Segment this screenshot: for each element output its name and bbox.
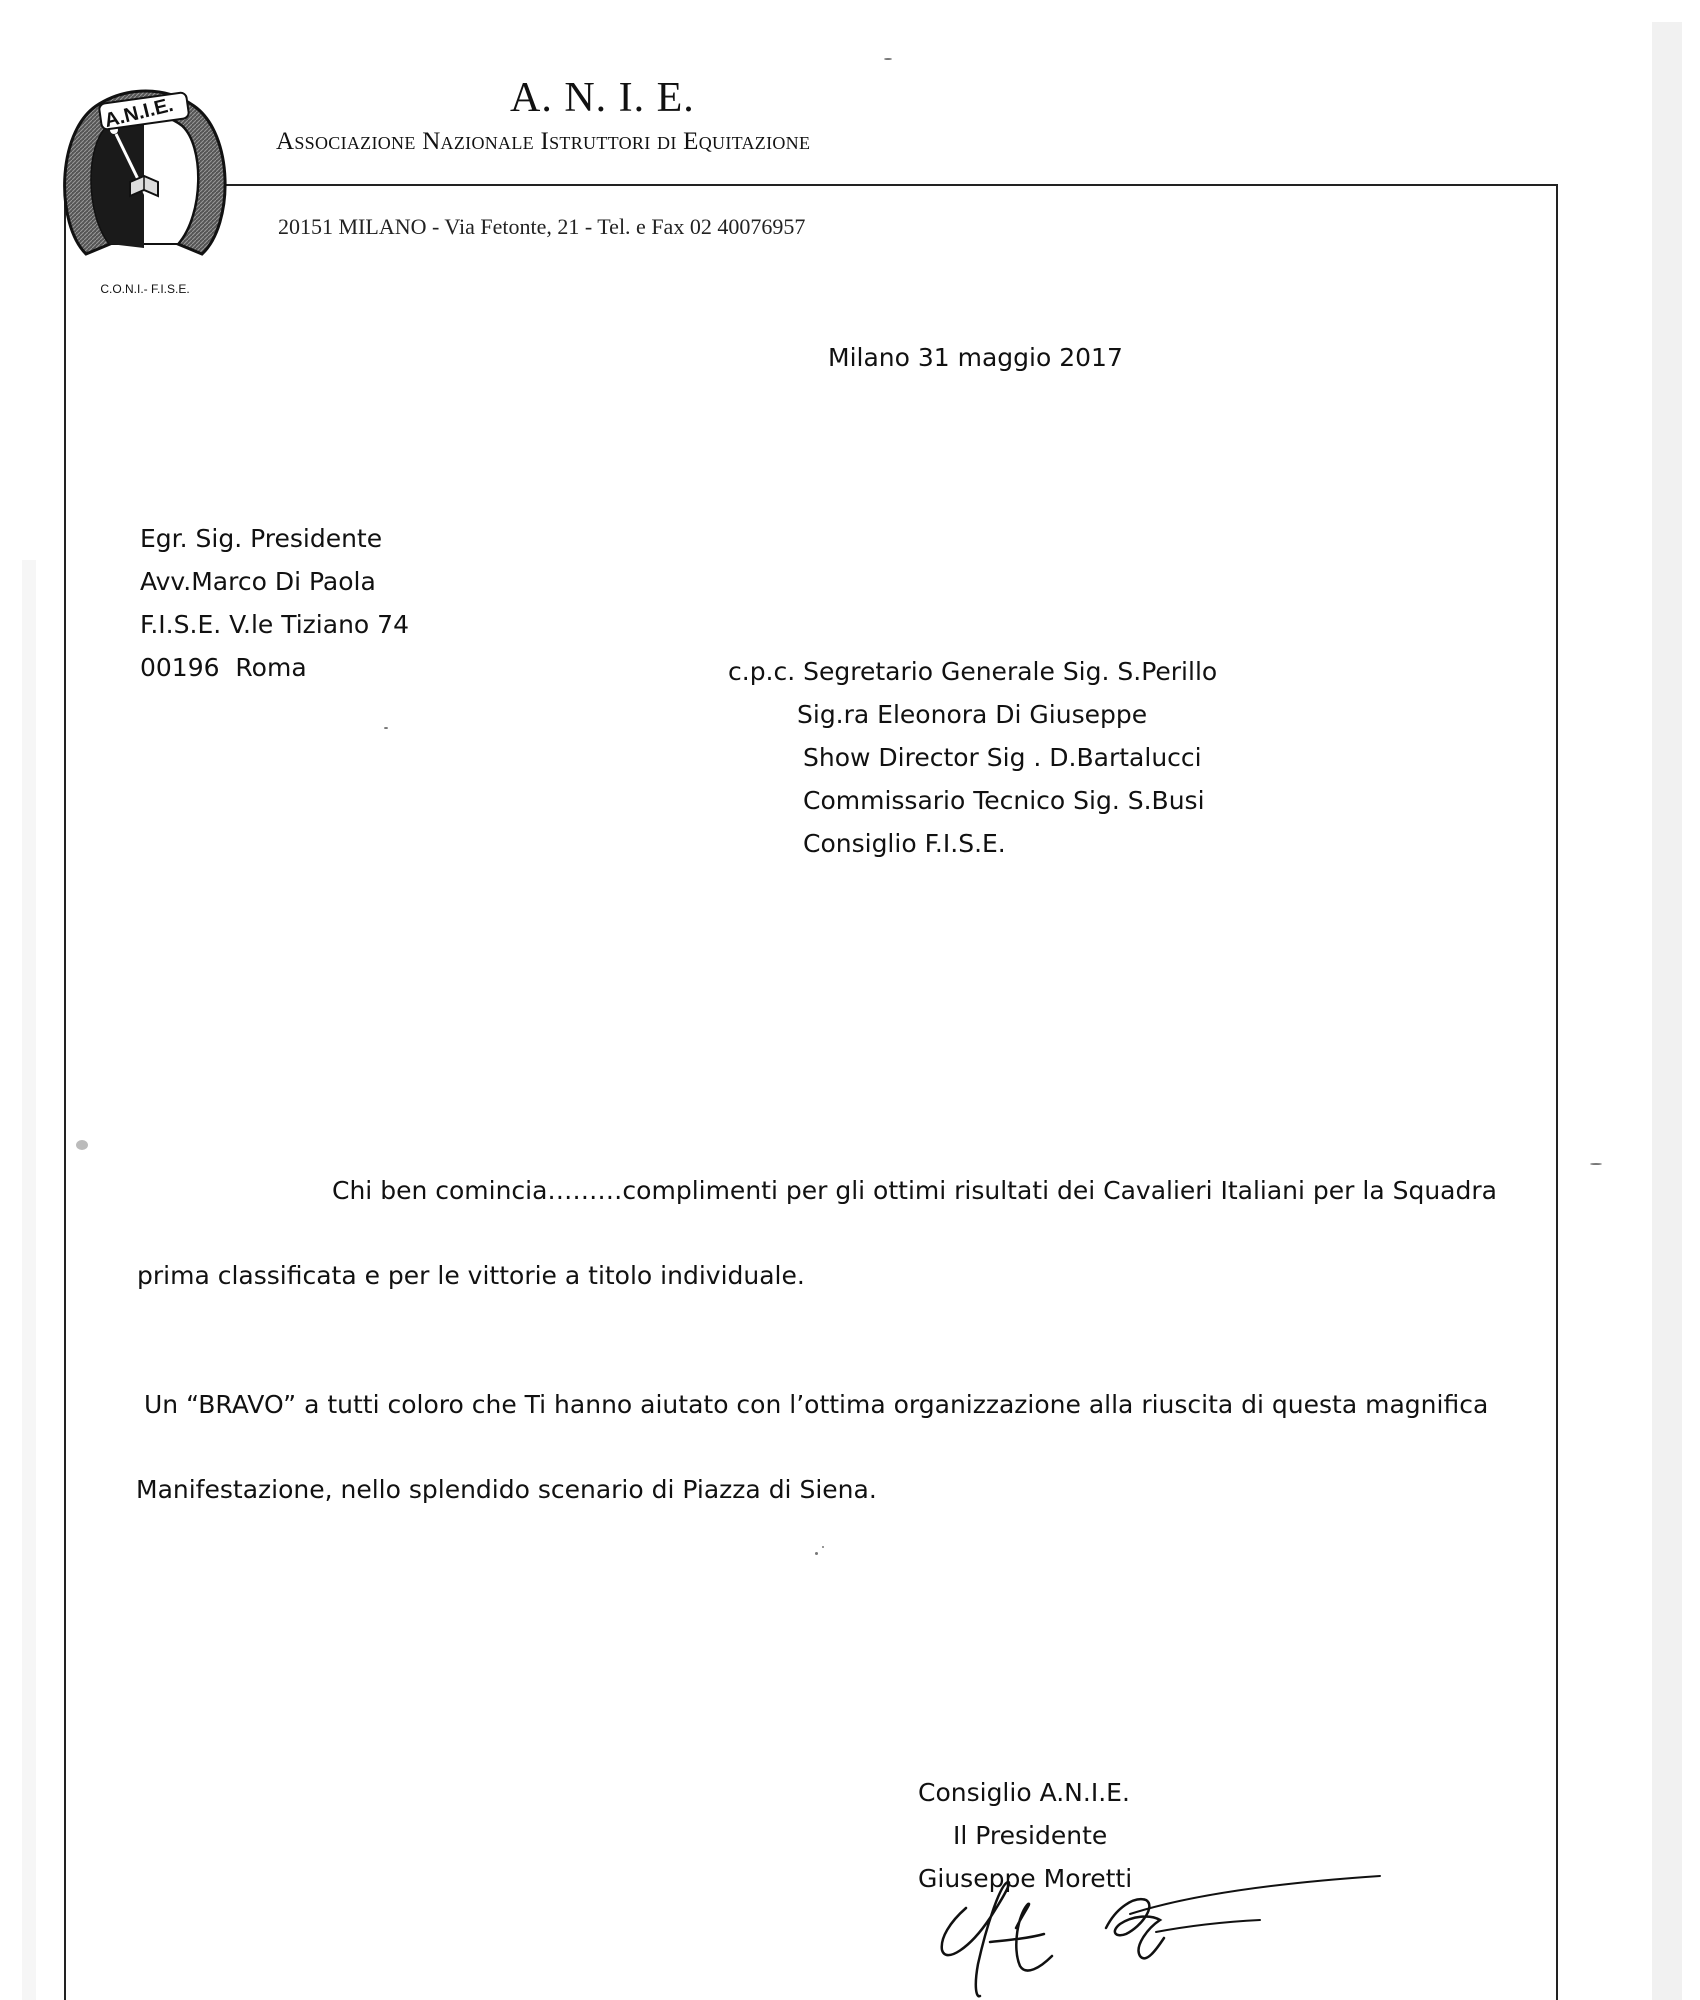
- letterhead-rule: [228, 184, 1558, 186]
- recipient-line: Egr. Sig. Presidente: [140, 524, 383, 553]
- scan-speck: [822, 1546, 824, 1548]
- signoff-name: Giuseppe Moretti: [918, 1864, 1133, 1893]
- body-paragraph-2-line-1: Un “BRAVO” a tutti coloro che Ti hanno aiutato con l’ottima organizzazione alla riuscita di questa magnifica: [144, 1390, 1489, 1419]
- scan-speck: [884, 58, 892, 60]
- scan-speck: [815, 1552, 818, 1555]
- page-border-left: [64, 184, 66, 2000]
- scan-speck: [1590, 1163, 1602, 1165]
- letterhead-title: A. N. I. E.: [510, 75, 695, 121]
- recipient-line: F.I.S.E. V.le Tiziano 74: [140, 610, 409, 639]
- letter-date: Milano 31 maggio 2017: [828, 343, 1123, 372]
- body-paragraph-2-line-2: Manifestazione, nello splendido scenario di Piazza di Siena.: [136, 1475, 877, 1504]
- letterhead-subtitle: Associazione Nazionale Istruttori di Equitazione: [276, 128, 811, 155]
- recipient-line: Avv.Marco Di Paola: [140, 567, 376, 596]
- scan-speck: [76, 1140, 88, 1150]
- cc-line: Show Director Sig . D.Bartalucci: [803, 743, 1202, 772]
- logo-caption: C.O.N.I.- F.I.S.E.: [100, 282, 190, 296]
- cc-line: c.p.c. Segretario Generale Sig. S.Perillo: [728, 657, 1218, 686]
- scan-edge-shadow-left: [22, 560, 36, 2000]
- body-paragraph-1-line-2: prima classificata e per le vittorie a titolo individuale.: [137, 1261, 805, 1290]
- signoff-council: Consiglio A.N.I.E.: [918, 1778, 1130, 1807]
- scan-edge-shadow: [1652, 22, 1682, 2000]
- scan-speck: [384, 727, 388, 729]
- body-paragraph-1-line-1: Chi ben comincia………complimenti per gli ottimi risultati dei Cavalieri Italiani per la Squadra: [332, 1176, 1497, 1205]
- cc-line: Commissario Tecnico Sig. S.Busi: [803, 786, 1205, 815]
- signoff-title: Il Presidente: [953, 1821, 1108, 1850]
- recipient-line: 00196 Roma: [140, 653, 307, 682]
- logo-text: A.N.I.E.: [102, 93, 176, 133]
- cc-line: Consiglio F.I.S.E.: [803, 829, 1006, 858]
- handwritten-signature: [920, 1868, 1400, 2000]
- page-border-right: [1556, 184, 1558, 2000]
- cc-line: Sig.ra Eleonora Di Giuseppe: [797, 700, 1148, 729]
- letterhead-address: 20151 MILANO - Via Fetonte, 21 - Tel. e Fax 02 40076957: [278, 214, 806, 239]
